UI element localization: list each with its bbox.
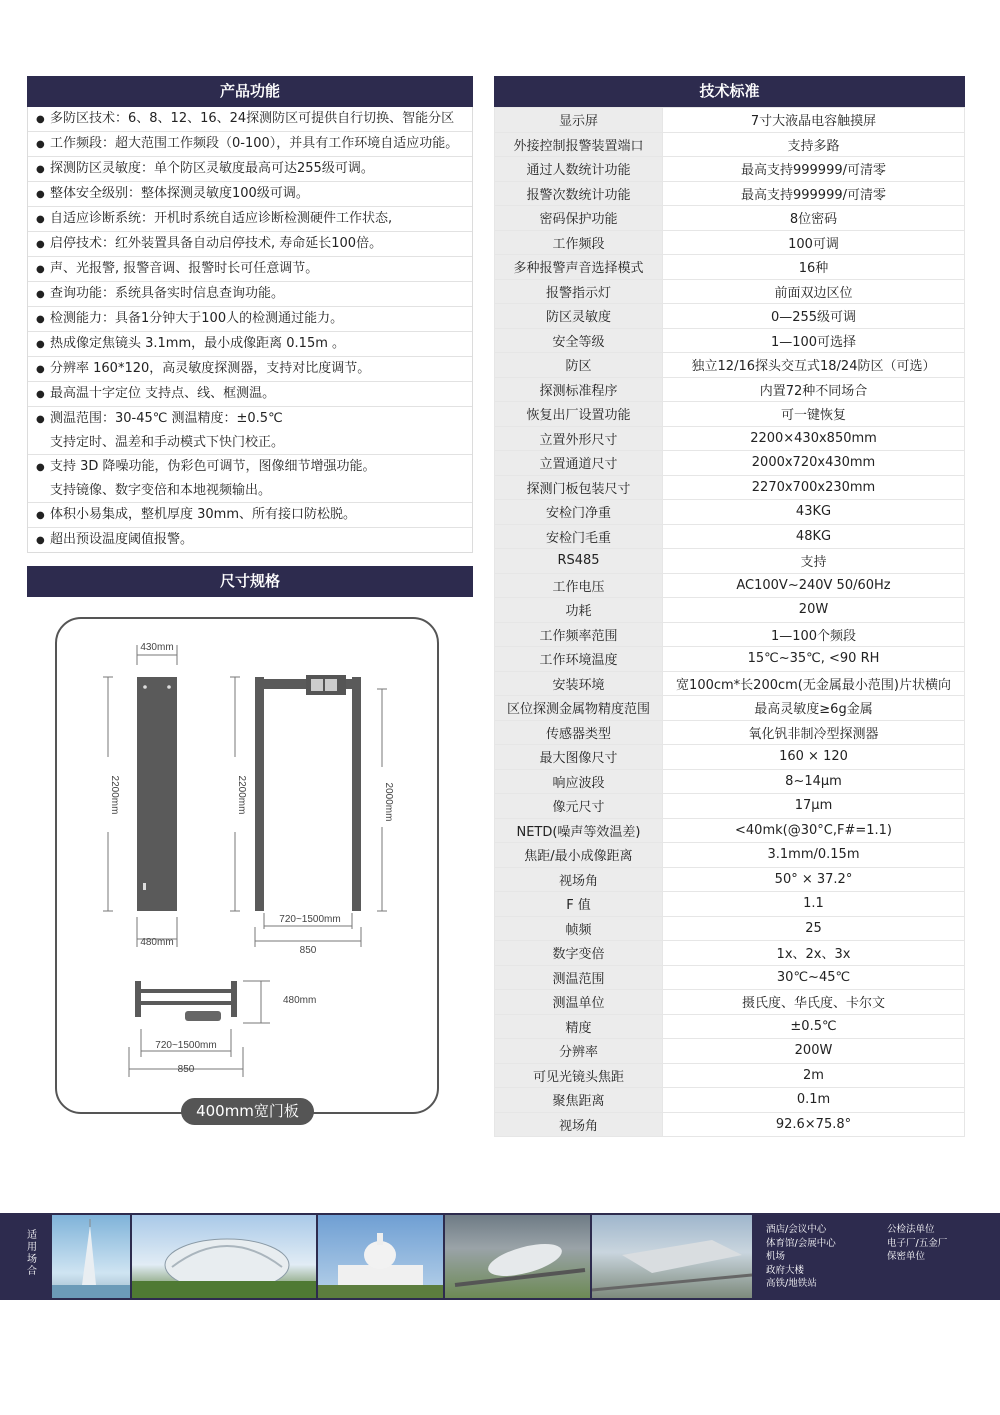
spec-value: 200W [663,1039,965,1064]
spec-key: 数字变倍 [495,941,663,966]
spec-value: 30℃~45℃ [663,965,965,990]
spec-value: 氧化钒非制冷型探测器 [663,720,965,745]
spec-row [495,1112,965,1137]
spec-key: 安装环境 [495,671,663,696]
spec-row [495,524,965,549]
spec-value: <40mk(@30°C,F#=1.1) [663,818,965,843]
spec-row [495,328,965,353]
spec-value: 内置72种不同场合 [663,377,965,402]
feature-text: 支持 3D 降噪功能，伪彩色可调节，图像细节增强功能。 [50,459,376,474]
spec-key: 响应波段 [495,769,663,794]
spec-key: 视场角 [495,1112,663,1137]
spec-key: 通过人数统计功能 [495,157,663,182]
feature-text: 探测防区灵敏度：单个防区灵敏度最高可达255级可调。 [50,161,374,176]
spec-row [495,206,965,231]
spec-value: 3.1mm/0.15m [663,843,965,868]
spec-key: 报警次数统计功能 [495,181,663,206]
venue-item: 机场 [766,1251,786,1262]
bullet-icon: ● [36,364,45,375]
feature-text: 最高温十字定位 支持点、线、框测温。 [50,386,276,401]
top-view-drawing [129,981,270,1077]
dim-label-2200-front: 2200mm [236,775,247,815]
bullet-icon: ● [36,189,45,200]
feature-text: 查询功能：系统具备实时信息查询功能。 [50,286,285,301]
spec-value: 50° × 37.2° [663,867,965,892]
spec-value: 1x、2x、3x [663,941,965,966]
spec-key: 探测门板包装尺寸 [495,475,663,500]
spec-row [495,818,965,843]
spec-row [495,794,965,819]
spec-value: 16种 [663,255,965,280]
spec-row [495,745,965,770]
spec-value: 2200×430x850mm [663,426,965,451]
venues-list-2 [887,1223,947,1264]
spec-value: 1—100可选择 [663,328,965,353]
spec-key: 视场角 [495,867,663,892]
bullet-icon: ● [36,239,45,250]
spec-key: 探测标准程序 [495,377,663,402]
feature-text: 工作频段：超大范围工作频段（0-100），并具有工作环境自适应功能。 [50,136,459,151]
dimension-drawing [55,617,439,1114]
feature-text: 测温范围：30-45℃ 测温精度：±0.5℃ [50,411,283,426]
spec-value: 8~14μm [663,769,965,794]
spec-key: 显示屏 [495,108,663,133]
feature-text: 体积小易集成，整机厚度 30mm、所有接口防松脱。 [50,507,357,522]
spec-row [495,1014,965,1039]
spec-key: 工作环境温度 [495,647,663,672]
venue-item: 保密单位 [887,1251,926,1262]
spec-key: 区位探测金属物精度范围 [495,696,663,721]
spec-row [495,573,965,598]
feature-text: 多防区技术：6、8、12、16、24探测防区可提供自行切换、智能分区 [50,111,455,126]
spec-row [495,353,965,378]
airport-photo [445,1215,590,1298]
spec-key: 工作电压 [495,573,663,598]
spec-row [495,916,965,941]
venue-item: 酒店/会议中心 [766,1224,827,1235]
spec-key: 立置外形尺寸 [495,426,663,451]
features-list [27,107,473,553]
spec-row [495,451,965,476]
spec-key: 传感器类型 [495,720,663,745]
feature-item [28,455,472,503]
feature-text: 超出预设温度阈值报警。 [50,532,194,547]
dim-label-430: 430mm [140,642,174,653]
spec-key: 恢复出厂设置功能 [495,402,663,427]
spec-value: 7寸大液晶电容触摸屏 [663,108,965,133]
specs-title: 技术标准 [494,76,965,107]
spec-row [495,377,965,402]
feature-text: 声、光报警, 报警音调、报警时长可任意调节。 [50,261,319,276]
spec-value: 支持 [663,549,965,574]
spec-value: 100可调 [663,230,965,255]
feature-item [28,357,472,382]
bullet-icon: ● [36,535,45,546]
spec-value: 17μm [663,794,965,819]
applications-label: 适 用 场 合 [27,1230,37,1277]
spec-value: 宽100cm*长200cm(无金属最小范围)片状横向 [663,671,965,696]
spec-value: 43KG [663,500,965,525]
spec-row [495,1088,965,1113]
government-photo [318,1215,443,1298]
feature-text: 整体安全级别：整体探测灵敏度100级可调。 [50,186,309,201]
spec-key: 功耗 [495,598,663,623]
spec-value: 25 [663,916,965,941]
spec-row [495,990,965,1015]
feature-text: 分辨率 160*120，高灵敏度探测器，支持对比度调节。 [50,361,371,376]
feature-item [28,207,472,232]
spec-row [495,965,965,990]
spec-value: 1.1 [663,892,965,917]
bullet-icon: ● [36,510,45,521]
venue-item: 电子厂/五金厂 [887,1237,948,1249]
spec-value: 2m [663,1063,965,1088]
spec-key: 多种报警声音选择模式 [495,255,663,280]
spec-value: 摄氏度、华氏度、卡尔文 [663,990,965,1015]
specs-table [494,107,965,1137]
spec-value: 独立12/16探头交互式18/24防区（可选） [663,353,965,378]
bullet-icon: ● [36,389,45,400]
spec-key: F 值 [495,892,663,917]
spec-row [495,720,965,745]
spec-key: 帧频 [495,916,663,941]
feature-item [28,382,472,407]
spec-key: 测温单位 [495,990,663,1015]
feature-text-continued: 支持定时、温差和手动模式下快门校正。 [50,435,285,450]
venue-item: 政府大楼 [766,1264,805,1276]
stadium-photo [132,1215,316,1298]
spec-row [495,892,965,917]
spec-row [495,157,965,182]
feature-item [28,307,472,332]
feature-text: 自适应诊断系统：开机时系统自适应诊断检测硬件工作状态, [50,211,393,226]
spec-value: 0—255级可调 [663,304,965,329]
spec-key: 立置通道尺寸 [495,451,663,476]
spec-key: 聚焦距离 [495,1088,663,1113]
bullet-icon: ● [36,264,45,275]
spec-value: 20W [663,598,965,623]
spec-value: 160 × 120 [663,745,965,770]
spec-row [495,941,965,966]
spec-row [495,230,965,255]
spec-key: 工作频段 [495,230,663,255]
spec-value: 1—100个频段 [663,622,965,647]
spec-row [495,647,965,672]
spec-value: 0.1m [663,1088,965,1113]
spec-key: 防区灵敏度 [495,304,663,329]
front-view-drawing [230,675,387,947]
feature-item [28,232,472,257]
feature-item [28,257,472,282]
door-panel-label: 400mm宽门板 [181,1098,314,1125]
spec-row [495,475,965,500]
feature-text: 检测能力：具备1分钟大于100人的检测通过能力。 [50,311,344,326]
dim-label-range-top: 720~1500mm [155,1040,217,1051]
bullet-icon: ● [36,414,45,425]
spec-row [495,1063,965,1088]
feature-item [28,157,472,182]
bullet-icon: ● [36,289,45,300]
feature-item [28,332,472,357]
bullet-icon: ● [36,114,45,125]
bullet-icon: ● [36,314,45,325]
dim-label-2200-side: 2200mm [109,775,120,815]
spec-value: 8位密码 [663,206,965,231]
spec-key: 安检门净重 [495,500,663,525]
spec-key: 测温范围 [495,965,663,990]
dim-label-range-front: 720~1500mm [279,914,341,925]
spec-row [495,671,965,696]
venue-item: 高铁/地铁站 [766,1278,817,1289]
spec-key: 精度 [495,1014,663,1039]
dim-label-480: 480mm [140,937,174,948]
spec-key: 焦距/最小成像距离 [495,843,663,868]
spec-row [495,622,965,647]
feature-item [28,132,472,157]
bullet-icon: ● [36,339,45,350]
spec-key: 安检门毛重 [495,524,663,549]
spec-row [495,500,965,525]
spec-row [495,279,965,304]
spec-row [495,255,965,280]
dim-label-depth-480: 480mm [283,995,317,1006]
bullet-icon: ● [36,164,45,175]
spec-row [495,426,965,451]
spec-value: 最高灵敏度≥6g金属 [663,696,965,721]
venues-list-1 [766,1223,836,1291]
dim-label-850-top: 850 [177,1064,195,1075]
feature-item [28,282,472,307]
spec-key: 密码保护功能 [495,206,663,231]
spec-value: ±0.5℃ [663,1014,965,1039]
venue-item: 公检法单位 [887,1224,935,1235]
spec-row [495,132,965,157]
spec-row [495,549,965,574]
spec-key: RS485 [495,549,663,574]
spec-value: 最高支持999999/可清零 [663,157,965,182]
spec-value: 48KG [663,524,965,549]
spec-value: 可一键恢复 [663,402,965,427]
spec-value: 2000x720x430mm [663,451,965,476]
dim-label-2000: 2000mm [383,782,394,822]
spec-key: 分辨率 [495,1039,663,1064]
spec-key: 外接控制报警装置端口 [495,132,663,157]
spec-row [495,769,965,794]
spec-row [495,181,965,206]
spec-value: AC100V~240V 50/60Hz [663,573,965,598]
spec-value: 最高支持999999/可清零 [663,181,965,206]
spec-key: 防区 [495,353,663,378]
dimensions-title: 尺寸规格 [27,566,473,597]
venue-item: 体育馆/会展中心 [766,1237,836,1249]
spec-row [495,867,965,892]
spec-value: 15℃~35℃, <90 RH [663,647,965,672]
feature-item [28,182,472,207]
hotel-photo [52,1215,130,1298]
feature-item [28,528,472,552]
feature-item [28,503,472,528]
spec-value: 支持多路 [663,132,965,157]
spec-row [495,1039,965,1064]
spec-key: 工作频率范围 [495,622,663,647]
spec-row [495,108,965,133]
spec-value: 前面双边区位 [663,279,965,304]
bullet-icon: ● [36,214,45,225]
spec-row [495,843,965,868]
feature-item [28,407,472,455]
bullet-icon: ● [36,462,45,473]
feature-item [28,107,472,132]
station-photo [592,1215,752,1298]
spec-key: NETD(噪声等效温差) [495,818,663,843]
feature-text-continued: 支持镜像、数字变倍和本地视频输出。 [50,483,272,498]
spec-row [495,402,965,427]
features-title: 产品功能 [27,76,473,107]
spec-key: 可见光镜头焦距 [495,1063,663,1088]
bullet-icon: ● [36,139,45,150]
spec-key: 最大图像尺寸 [495,745,663,770]
spec-row [495,696,965,721]
feature-text: 启停技术：红外装置具备自动启停技术, 寿命延长100倍。 [50,236,383,251]
feature-text: 热成像定焦镜头 3.1mm，最小成像距离 0.15m 。 [50,336,346,351]
spec-row [495,304,965,329]
spec-value: 92.6×75.8° [663,1112,965,1137]
spec-key: 像元尺寸 [495,794,663,819]
spec-key: 报警指示灯 [495,279,663,304]
spec-value: 2270x700x230mm [663,475,965,500]
spec-row [495,598,965,623]
spec-key: 安全等级 [495,328,663,353]
dim-label-850-front: 850 [299,945,317,956]
